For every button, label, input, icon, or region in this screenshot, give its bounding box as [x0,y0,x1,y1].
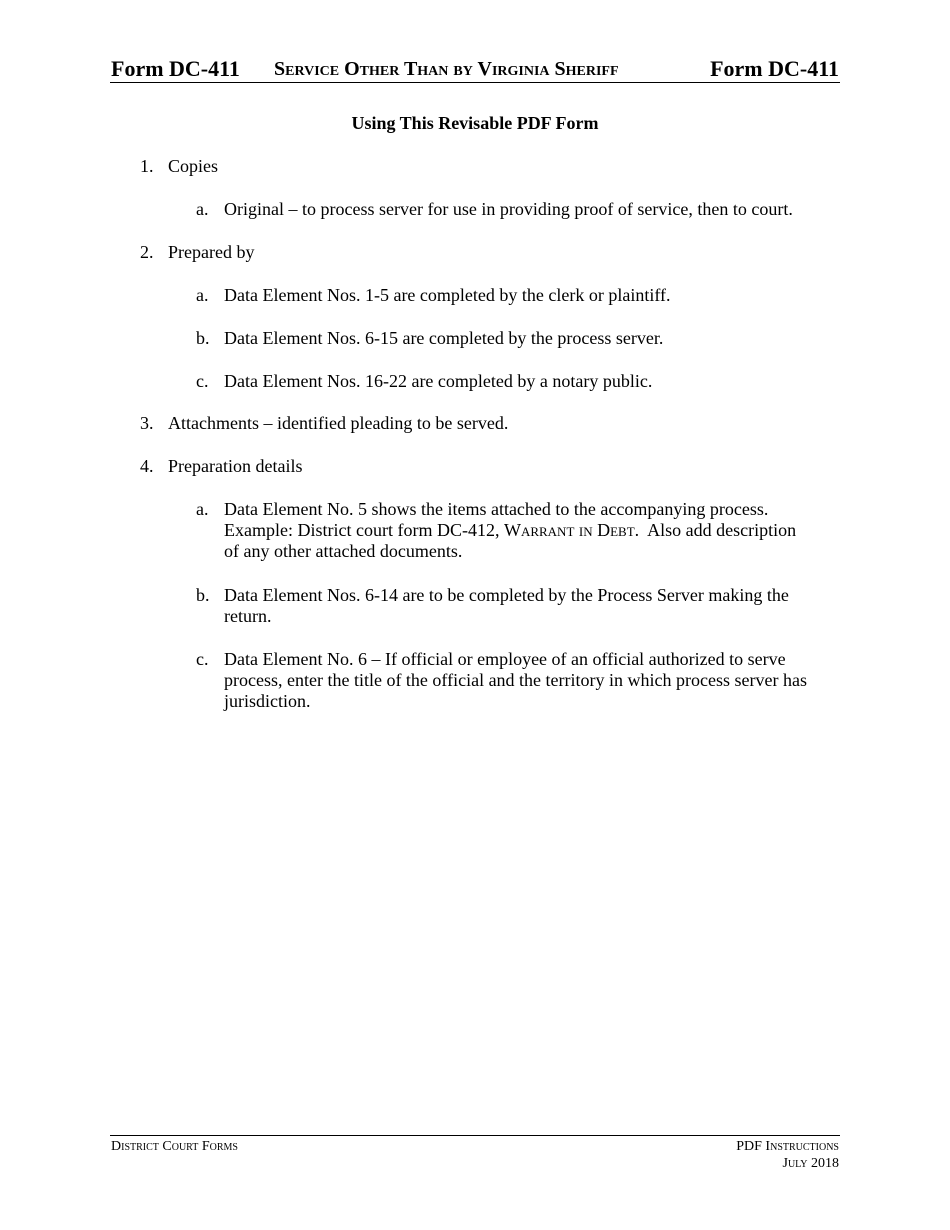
item-text: Data Element Nos. 6-15 are completed by the process server. [224,328,664,348]
section-number: 1. [140,156,154,176]
section-number: 4. [140,456,154,476]
page-subtitle: Using This Revisable PDF Form [351,113,599,133]
item-text: Data Element Nos. 6-14 are to be completed by the Process Server making the return. [224,585,789,626]
header-form-number-left: Form DC-411 [111,56,240,81]
section-heading: Prepared by [168,242,255,262]
header-form-number-right: Form DC-411 [710,56,839,81]
footer-divider [110,1135,840,1136]
section-heading: Preparation details [168,456,303,476]
item-text: Original – to process server for use in providing proof of service, then to court. [224,199,793,219]
item-text: Data Element Nos. 1-5 are completed by the clerk or plaintiff. [224,285,671,305]
section-heading: Copies [168,156,219,176]
section-number: 2. [140,242,154,262]
item-text: Data Element No. 6 – If official or employee of an official authorized to serve process, enter the title of the official and the territory in which process server has jurisdiction. [224,649,807,711]
item-text: Data Element No. 5 shows the items attached to the accompanying process. Example: District court form DC-412, Warrant in Debt. Also add description of any other attached documents. [224,499,797,561]
item-text: Data Element Nos. 16-22 are completed by a notary public. [224,371,653,391]
page-header [110,56,840,83]
form-name-smallcaps: Warrant in Debt [503,520,635,540]
footer-left-text: District Court Forms [111,1139,238,1154]
item-letter: a. [196,499,209,519]
section-heading: Attachments – identified pleading to be served. [168,413,509,433]
item-letter: a. [196,199,209,219]
section-number: 3. [140,413,154,433]
item-letter: a. [196,285,209,305]
footer-right [736,1138,839,1172]
header-title: Service Other Than by Virginia Sheriff [274,58,619,80]
item-letter: b. [196,585,210,605]
footer-right-line2: July 2018 [782,1156,839,1171]
footer-right-line1: PDF Instructions [736,1139,839,1154]
item-letter: c. [196,649,209,669]
item-letter: c. [196,371,209,391]
item-letter: b. [196,328,210,348]
